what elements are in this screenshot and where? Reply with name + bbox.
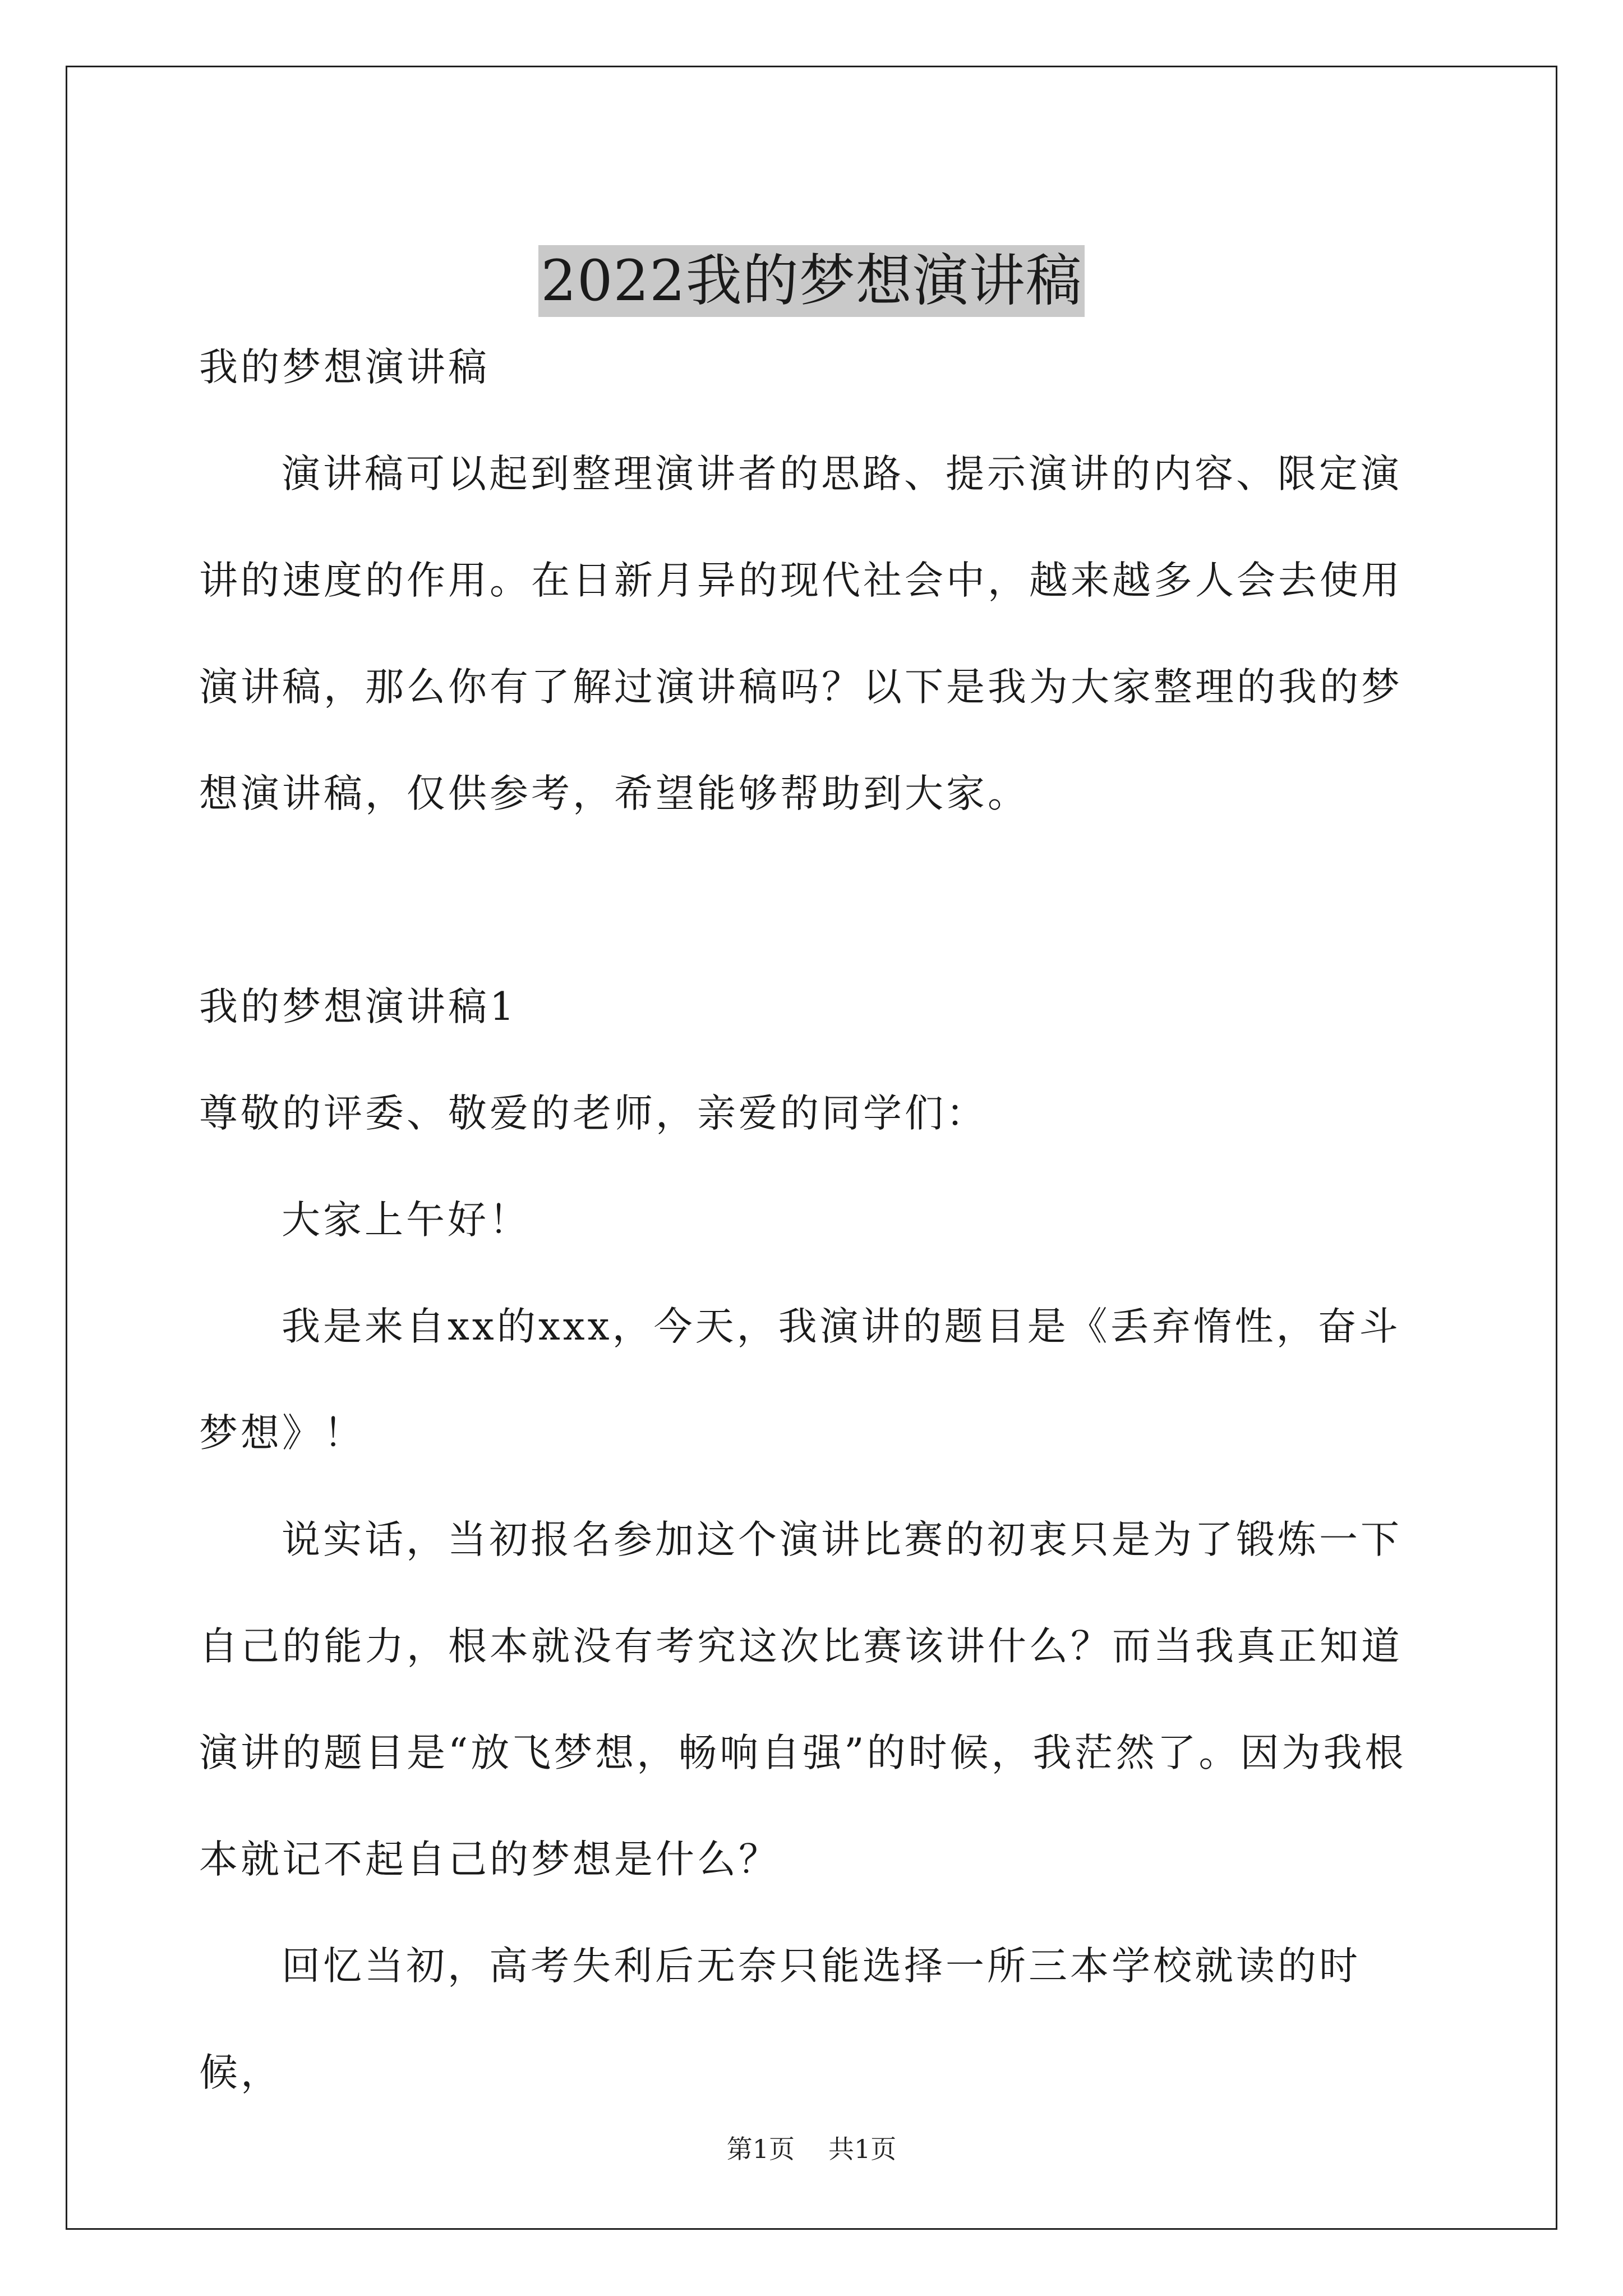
page-number: 第1页 [726, 2134, 795, 2164]
page-footer [0, 2129, 1623, 2166]
paragraph-1: 我是来自xx的xxx，今天，我演讲的题目是《丢弃惰性，奋斗梦想》！ [199, 1304, 1401, 1456]
section-heading: 我的梦想演讲稿1 [199, 984, 517, 1029]
salutation: 尊敬的评委、敬爱的老师，亲爱的同学们： [199, 1091, 988, 1136]
paragraph-3: 回忆当初，高考失利后无奈只能选择一所三本学校就读的时候， [199, 1944, 1361, 2095]
subtitle: 我的梦想演讲稿 [199, 345, 490, 390]
intro-paragraph: 演讲稿可以起到整理演讲者的思路、提示演讲的内容、限定演讲的速度的作用。在日新月异的现代社会中，越来越多人会去使用演讲稿，那么你有了解过演讲稿吗？以下是我为大家整理的我的梦想演讲稿，仅供参考，希望能够帮助到大家。 [199, 452, 1403, 816]
document-body [199, 314, 1430, 2126]
page-total: 共1页 [828, 2134, 897, 2164]
paragraph-2: 说实话，当初报名参加这个演讲比赛的初衷只是为了锻炼一下自己的能力，根本就没有考究这次比赛该讲什么？而当我真正知道演讲的题目是“放飞梦想，畅响自强”的时候，我茫然了。因为我根本就记不起自己的梦想是什么？ [199, 1517, 1407, 1882]
document-title: 2022我的梦想演讲稿 [538, 245, 1085, 317]
greeting: 大家上午好！ [282, 1198, 531, 1243]
